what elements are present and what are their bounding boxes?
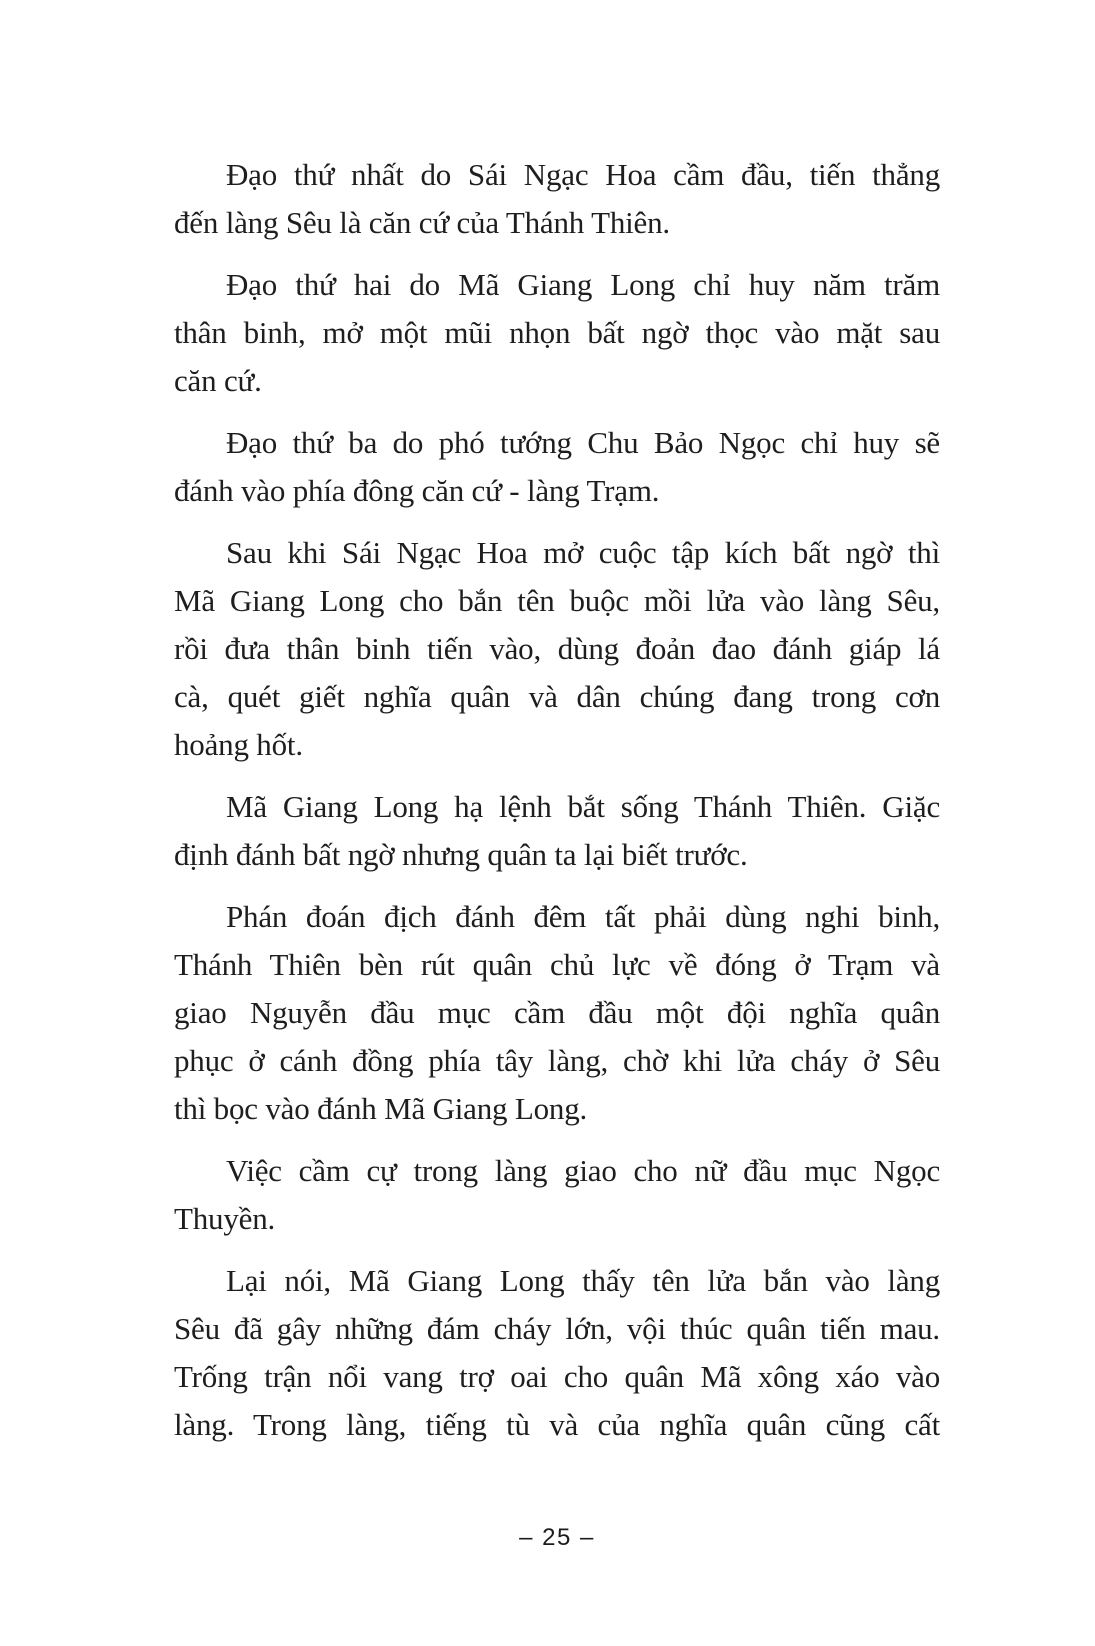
text-line: Đạo thứ hai do Mã Giang Long chỉ huy năm trăm [226,267,940,302]
paragraph [174,1147,940,1243]
text-line: định đánh bất ngờ nhưng quân ta lại biết trước. [174,837,748,872]
text-line: Việc cầm cự trong làng giao cho nữ đầu mục Ngọc [226,1153,940,1188]
text-line: Mã Giang Long hạ lệnh bắt sống Thánh Thiên. Giặc [226,789,940,824]
paragraph [174,419,940,515]
text-line: Sêu đã gây những đám cháy lớn, vội thúc quân tiến mau. [174,1311,940,1346]
text-line: hoảng hốt. [174,727,303,762]
text-line: phục ở cánh đồng phía tây làng, chờ khi lửa cháy ở Sêu [174,1043,940,1078]
text-line: Mã Giang Long cho bắn tên buộc mồi lửa vào làng Sêu, [174,583,940,618]
paragraph [174,151,940,247]
text-line: rồi đưa thân binh tiến vào, dùng đoản đao đánh giáp lá [174,631,940,666]
text-block [174,151,940,1449]
page-number: – 25 – [519,1524,595,1551]
text-line: thì bọc vào đánh Mã Giang Long. [174,1091,588,1126]
text-line: Thuyền. [174,1201,276,1236]
paragraph [174,261,940,405]
text-line: đánh vào phía đông căn cứ - làng Trạm. [174,473,660,508]
text-line: Lại nói, Mã Giang Long thấy tên lửa bắn vào làng [226,1263,940,1298]
paragraph [174,529,940,769]
text-line: Trống trận nổi vang trợ oai cho quân Mã xông xáo vào [174,1359,940,1394]
text-line: làng. Trong làng, tiếng tù và của nghĩa quân cũng cất [174,1407,940,1442]
paragraph [174,1257,940,1449]
text-line: Đạo thứ ba do phó tướng Chu Bảo Ngọc chỉ huy sẽ [226,425,940,460]
text-line: Đạo thứ nhất do Sái Ngạc Hoa cầm đầu, tiến thẳng [226,157,940,192]
text-line: cà, quét giết nghĩa quân và dân chúng đang trong cơn [174,679,940,714]
text-line: Phán đoán địch đánh đêm tất phải dùng nghi binh, [226,899,940,934]
paragraph [174,893,940,1133]
text-line: thân binh, mở một mũi nhọn bất ngờ thọc vào mặt sau [174,315,940,350]
text-line: đến làng Sêu là căn cứ của Thánh Thiên. [174,205,670,240]
text-line: Sau khi Sái Ngạc Hoa mở cuộc tập kích bất ngờ thì [226,535,940,570]
text-line: căn cứ. [174,363,262,398]
text-line: giao Nguyễn đầu mục cầm đầu một đội nghĩa quân [174,995,940,1030]
paragraph [174,783,940,879]
text-line: Thánh Thiên bèn rút quân chủ lực về đóng ở Trạm và [174,947,940,982]
